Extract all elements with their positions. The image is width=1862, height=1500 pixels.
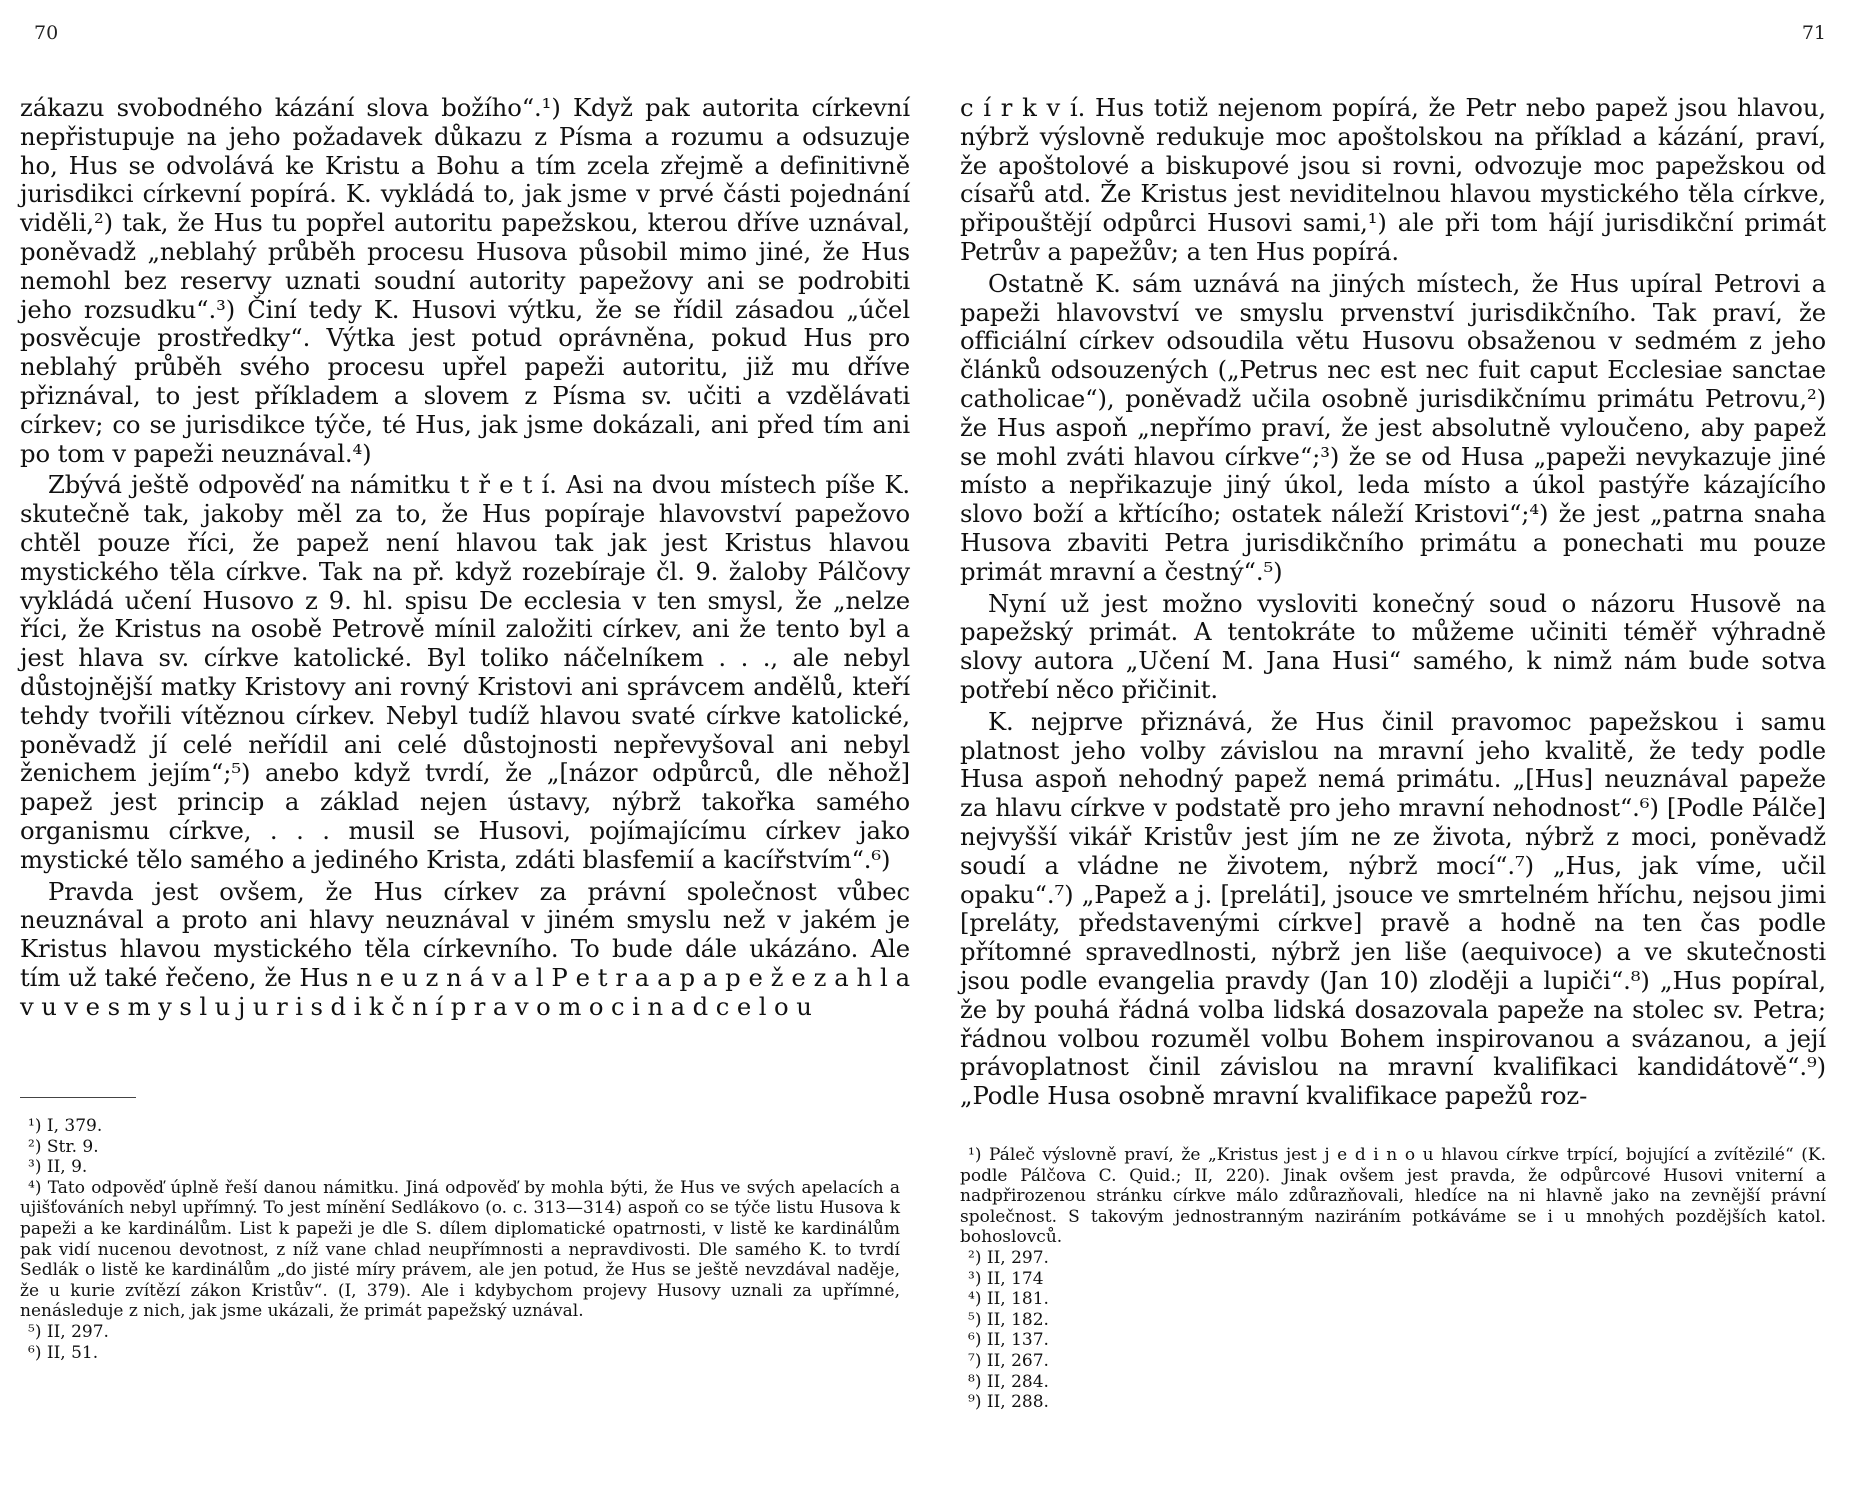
page-number: 71 <box>1801 22 1826 44</box>
paragraph: Ostatně K. sám uznává na jiných místech, že Hus upíral Petrovi a papeži hlavovství ve smyslu prvenství jurisdikčního. Tak praví, že officiální církev odsoudila větu Husovu obsaženou v sedmém z jeho článků odsouzených („Petrus nec est nec fuit caput Ecclesiae sanctae catholicae“), poněvadž učila osobně jurisdikčnímu primátu Petrovu,²) že Hus aspoň „nepřímo praví, že jest absolutně vyloučeno, aby papež se mohl zváti hlavou církve“;³) že se od Husa „papeži nevykazuje jiné místo a nepřikazuje jiný úkol, leda místo a úkol pastýře kázajícího slovo boží a křtícího; ostatek náleží Kristovi“;⁴) že jest „patrna snaha Husova zbaviti Petra jurisdikčního primátu a ponechati mu pouze primát mravní a čestný“.⁵) <box>960 268 1826 586</box>
main-text <box>20 94 910 1025</box>
right-page <box>960 0 1860 1500</box>
footnote: ⁸) II, 284. <box>968 1371 1049 1392</box>
page-number: 70 <box>34 22 59 44</box>
footnote: ⁹) II, 288. <box>968 1392 1049 1413</box>
footnote: ⁴) II, 181. <box>968 1289 1049 1310</box>
footnote: ⁴) Tato odpověď úplně řeší danou námitku. Jiná odpověď by mohla býti, že Hus ve svých apelacích a ujišťováních nebyl upřímný. To jest mínění Sedlákovo (o. c. 313—314) aspoň co se týče listu Husova k papeži a ke kardinálům. List k papeži je dle S. dílem diplomatické opatrnosti, v listě ke kardinálům pak vidí nucenou devotnost, z níž vane chlad neupřímnosti a nepravdivosti. Dle samého K. to tvrdí Sedlák o listě ke kardinálům „do jisté míry právem, ale jen potud, že Hus se ještě nevzdával naděje, že u kurie zvítězí zákon Kristův“. (I, 379). Ale i kdybychom projevy Husovy uznali za upřímné, nenásleduje z nich, jak jsme ukázali, že primát papežský uznával. <box>20 1177 900 1322</box>
footnote: ²) II, 297. <box>968 1247 1049 1268</box>
footnote: ⁵) II, 297. <box>28 1321 109 1342</box>
footnote: ³) II, 9. <box>28 1157 88 1178</box>
main-text <box>960 94 1826 1114</box>
footnote: ¹) Páleč výslovně praví, že „Kristus jest j e d i n o u hlavou církve trpící, bojující a zvítězilé“ (K. podle Pálčova C. Quid.; II, 220). Jinak ovšem jest pravda, že odpůrcové Husovi vniterní a nadpřirozenou stránku církve málo zdůrazňovali, hledíce na ni hlavně jako na zevnější právní společnost. S takovým jednostranným naziráním potkáváme se i u mnohých pozdějších katol. bohoslovců. <box>960 1145 1826 1248</box>
footnote: ⁵) II, 182. <box>968 1309 1049 1330</box>
footnote: ⁶) II, 137. <box>968 1330 1049 1351</box>
footnotes <box>20 1116 900 1363</box>
footnote: ⁶) II, 51. <box>28 1342 99 1363</box>
footnote: ⁷) II, 267. <box>968 1350 1049 1371</box>
paragraph: Pravda jest ovšem, že Hus církev za právní společnost vůbec neuznával a proto ani hlavy neuznával v jiném smyslu než v jakém je Kristus hlavou mystického těla církevního. To bude dále ukázáno. Ale tím už také řečeno, že Hus n e u z n á v a l P e t r a a p a p e ž e z a h l a v u v e s m y s l u j u r i s d i k č n í p r a v o m o c i n a d c e l o u <box>20 876 910 1021</box>
footnote: ³) II, 174 <box>968 1268 1044 1289</box>
paragraph: Zbývá ještě odpověď na námitku t ř e t í. Asi na dvou místech píše K. skutečně tak, jakoby měl za to, že Hus popíraje hlavovství papežovo chtěl pouze říci, že papež není hlavou tak jak jest Kristus hlavou mystického těla církve. Tak na př. když rozebíraje čl. 9. žaloby Pálčovy vykládá učení Husovo z 9. hl. spisu De ecclesia v ten smysl, že „nelze říci, že Kristus na osobě Petrově mínil založiti církev, ani že tento byl a jest hlava sv. církve katolické. Byl toliko náčelníkem . . ., ale nebyl důstojnější matky Kristovy ani rovný Kristovi ani správcem andělů, kteří tehdy tvořili vítěznou církev. Nebyl tudíž hlavou svaté církve katolické, poněvadž jí celé neřídil ani celé důstojnosti nepřevyšoval ani nebyl ženichem jejím“;⁵) anebo když tvrdí, že „[názor odpůrců, dle něhož] papež jest princip a základ nejen ústavy, nýbrž takořka samého organismu církve, . . . musil se Husovi, pojímajícímu církev jako mystické tělo samého a jediného Krista, zdáti blasfemií a kacířstvím“.⁶) <box>20 470 910 874</box>
paragraph: K. nejprve přiznává, že Hus činil pravomoc papežskou i samu platnost jeho volby závislou na mravní jeho kvalitě, že tedy podle Husa aspoň nehodný papež nemá primátu. „[Hus] neuznával papeže za hlavu církve v podstatě pro jeho mravní nehodnost“.⁶) [Podle Pálče] nejvyšší vikář Kristův jest jím ne ze života, nýbrž z moci, poněvadž soudí a vládne ne životem, nýbrž mocí“.⁷) „Hus, jak víme, učil opaku“.⁷) „Papež a j. [preláti], jsouce ve smrtelném hříchu, nejsou jimi [preláty, představenými církve] pravě a hodně na ten čas podle přítomné spravedlnosti, nýbrž jen liše (aequivoce) a ve skutečnosti jsou podle evangelia pravdy (Jan 10) zloději a lupiči“.⁸) „Hus popíral, že by pouhá řádná volba lidská dosazovala papeže na stolec sv. Petra; řádnou volbou rozuměl volbu Bohem inspirovanou a svázanou, a její právoplatnost činil závislou na mravní kvalifikaci kandidátově“.⁹) „Podle Husa osobně mravní kvalifikace papežů roz- <box>960 706 1826 1111</box>
footnote: ²) Str. 9. <box>28 1136 99 1157</box>
paragraph: c í r k v í. Hus totiž nejenom popírá, že Petr nebo papež jsou hlavou, nýbrž výslovně redukuje moc apoštolskou na příklad a kázání, praví, že apoštolové a biskupové jsou si rovni, odvozuje moc papežskou od císařů atd. Že Kristus jest neviditelnou hlavou mystického těla církve, připouštějí odpůrci Husovi sami,¹) ale při tom hájí jurisdikční primát Petrův a papežův; a ten Hus popírá. <box>960 93 1826 266</box>
footnote: ¹) I, 379. <box>28 1116 103 1136</box>
footnote-separator <box>20 1097 136 1098</box>
paragraph: Nyní už jest možno vysloviti konečný soud o názoru Husově na papežský primát. A tentokráte to můžeme učiniti téměř výhradně slovy autora „Učení M. Jana Husi“ samého, k nimž nám bude sotva potřebí něco přičinit. <box>960 588 1826 704</box>
footnotes <box>960 1145 1826 1413</box>
left-page <box>20 0 920 1500</box>
paragraph: zákazu svobodného kázání slova božího“.¹) Když pak autorita církevní nepřistupuje na jeho požadavek důkazu z Písma a rozumu a odsuzuje ho, Hus se odvolává ke Kristu a Bohu a tím zcela zřejmě a definitivně jurisdikci církevní popírá. K. vykládá to, jak jsme v prvé části pojednání viděli,²) tak, že Hus tu popřel autoritu papežskou, kterou dříve uznával, poněvadž „neblahý průběh procesu Husova působil mimo jiné, že Hus nemohl bez reservy uznati soudní autority papežovy ani se podrobiti jeho rozsudku“.³) Činí tedy K. Husovi výtku, že se řídil zásadou „účel posvěcuje prostředky“. Výtka jest potud oprávněna, pokud Hus pro neblahý průběh svého procesu upřel papeži autoritu, již mu dříve přiznával, to jest příkladem a slovem z Písma sv. učiti a vzdělávati církev; co se jurisdikce týče, té Hus, jak jsme dokázali, ani před tím ani po tom v papeži neuznával.⁴) <box>20 93 910 468</box>
